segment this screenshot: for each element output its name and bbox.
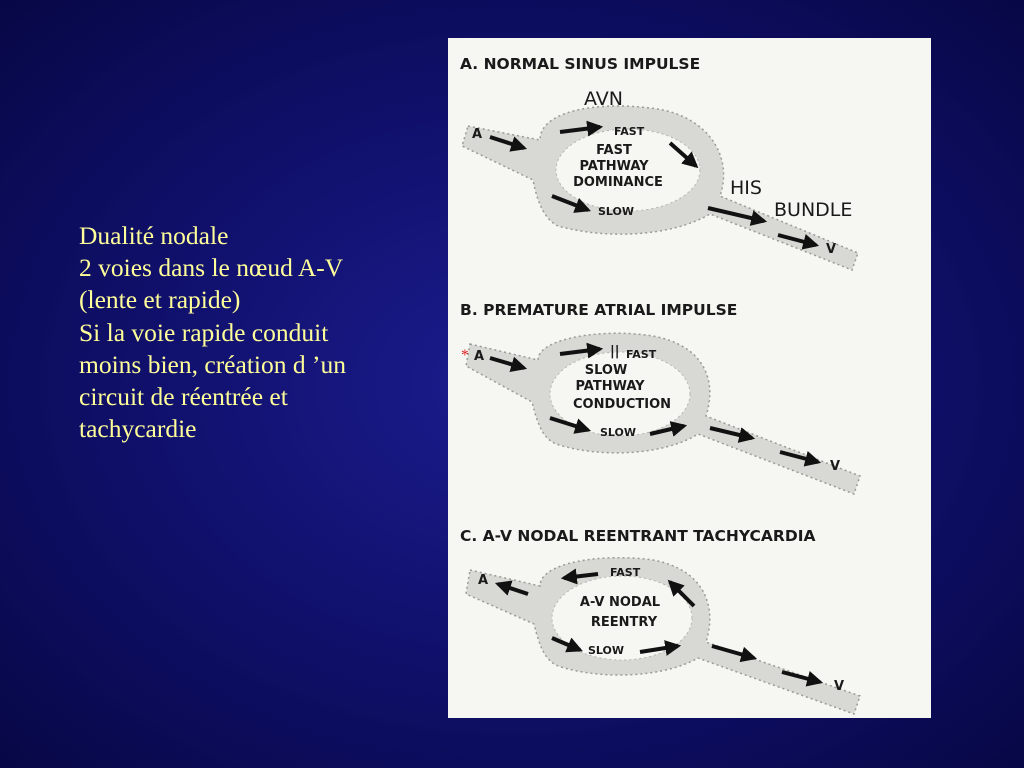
- text-line-5: moins bien, création d ’un: [79, 349, 346, 379]
- avnrt-diagram-panel: [448, 38, 931, 718]
- slide-text: [79, 220, 449, 445]
- text-line-4: Si la voie rapide conduit: [79, 317, 329, 347]
- avnrt-diagram: [448, 38, 931, 718]
- panel-c-fast-label: FAST: [610, 566, 641, 579]
- panel-c: [460, 527, 860, 714]
- panel-a-fast-label: FAST: [614, 125, 645, 138]
- panel-a-avn-label: AVN: [584, 88, 623, 110]
- panel-a-bundle-label: BUNDLE: [774, 199, 853, 221]
- text-line-6: circuit de réentrée et: [79, 382, 288, 412]
- panel-b-slow-label: SLOW: [600, 426, 637, 439]
- text-line-2: 2 voies dans le nœud A-V: [79, 253, 344, 283]
- panel-b-title: B. PREMATURE ATRIAL IMPULSE: [460, 301, 738, 319]
- panel-a: [460, 55, 858, 270]
- text-line-title: Dualité nodale: [79, 221, 229, 250]
- panel-b-asterisk: *: [461, 347, 469, 364]
- panel-b-center-1: SLOW: [584, 363, 628, 378]
- panel-a-v-label: V: [826, 242, 837, 257]
- panel-b-fast-label: FAST: [626, 348, 657, 361]
- text-line-3: (lente et rapide): [79, 285, 241, 315]
- panel-b-v-label: V: [830, 459, 841, 474]
- text-line-7: tachycardie: [79, 414, 197, 444]
- panel-b-block-mark: ||: [610, 344, 620, 359]
- panel-b-a-label: A: [474, 349, 485, 364]
- panel-a-his-label: HIS: [730, 177, 762, 199]
- panel-a-center-1: FAST: [596, 143, 632, 158]
- panel-c-v-label: V: [834, 679, 845, 694]
- panel-a-center-2: PATHWAY: [579, 159, 649, 174]
- panel-b-center-3: CONDUCTION: [573, 397, 671, 412]
- panel-c-slow-label: SLOW: [588, 644, 625, 657]
- panel-c-title: C. A-V NODAL REENTRANT TACHYCARDIA: [460, 527, 816, 545]
- panel-a-title: A. NORMAL SINUS IMPULSE: [460, 55, 701, 73]
- panel-c-center-1: A-V NODAL: [579, 595, 661, 610]
- panel-a-slow-label: SLOW: [598, 205, 635, 218]
- panel-c-center-2: REENTRY: [590, 615, 658, 630]
- panel-b-center-2: PATHWAY: [575, 379, 645, 394]
- panel-b: [460, 301, 860, 494]
- panel-a-a-label: A: [472, 127, 483, 142]
- panel-c-a-label: A: [478, 573, 489, 588]
- panel-a-center-3: DOMINANCE: [573, 175, 663, 190]
